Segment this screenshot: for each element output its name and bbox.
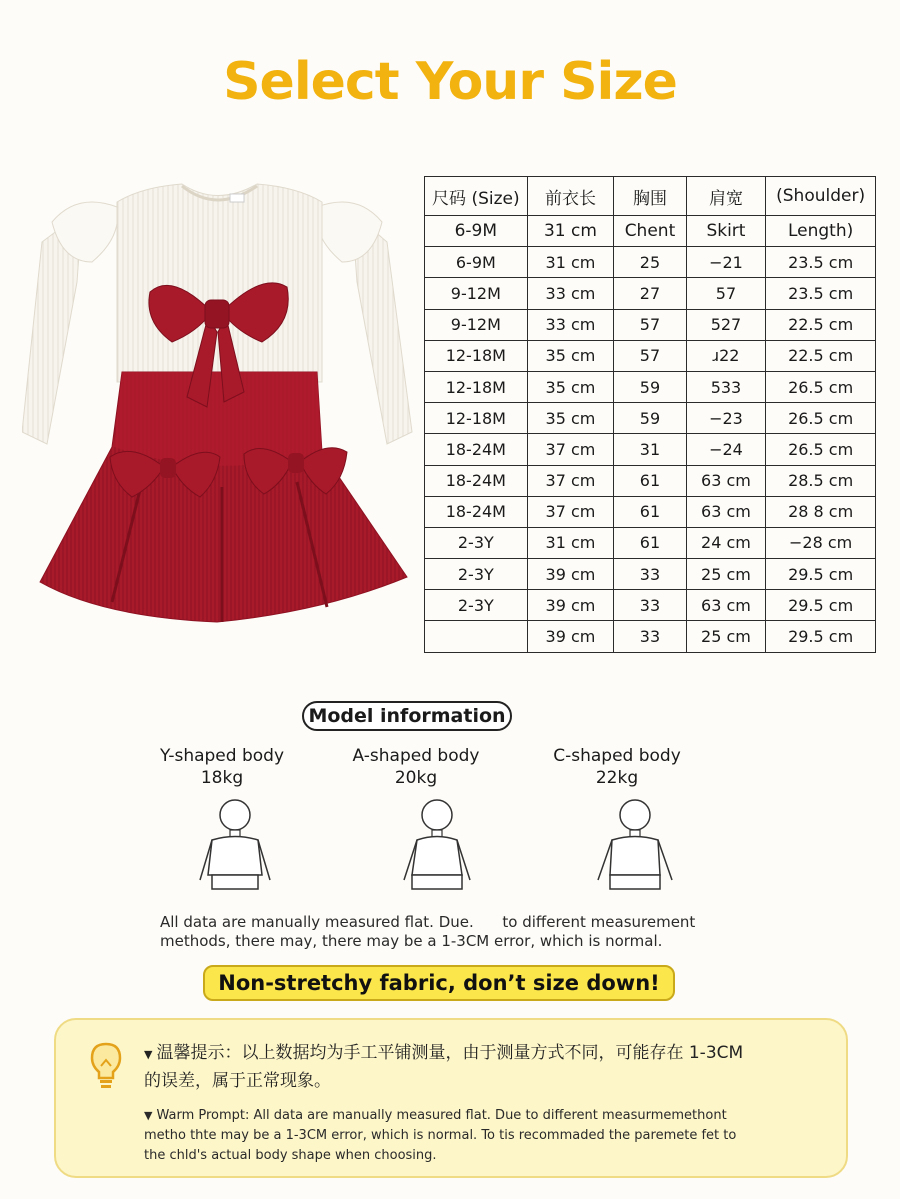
- table-cell: 12-18M: [425, 371, 528, 402]
- table-cell: −23: [686, 403, 766, 434]
- table-cell: 63 cm: [686, 496, 766, 527]
- size-table: [424, 176, 876, 653]
- table-cell: 533: [686, 371, 766, 402]
- note-line: methods, there may, there may be a 1-3CM error, which is normal.: [160, 932, 663, 950]
- table-cell: 63 cm: [686, 465, 766, 496]
- table-row: [425, 247, 876, 278]
- table-cell: 31: [614, 434, 686, 465]
- table-cell: 57: [686, 278, 766, 309]
- table-row: [425, 340, 876, 371]
- table-cell: 35 cm: [527, 340, 614, 371]
- table-cell: 9-12M: [425, 309, 528, 340]
- table-cell: 527: [686, 309, 766, 340]
- table-cell: 33 cm: [527, 309, 614, 340]
- table-cell: 35 cm: [527, 371, 614, 402]
- table-cell: 37 cm: [527, 496, 614, 527]
- child-figure-icon: [590, 795, 680, 895]
- body-type-weight: 20kg: [394, 768, 438, 788]
- table-row: [425, 590, 876, 621]
- table-cell: ɹ22: [686, 340, 766, 371]
- table-cell: 29.5 cm: [766, 559, 876, 590]
- table-cell: 31 cm: [527, 247, 614, 278]
- table-cell: 59: [614, 403, 686, 434]
- table-row: [425, 309, 876, 340]
- prompt-chinese: [144, 1040, 834, 1094]
- table-cell: −28 cm: [766, 527, 876, 558]
- subheader-cell: Length): [766, 216, 876, 247]
- body-type-weight: 22kg: [595, 768, 639, 788]
- table-cell: 57: [614, 340, 686, 371]
- body-type-a: [316, 745, 516, 789]
- prompt-en-line: the chld's actual body shape when choosing.: [144, 1148, 437, 1163]
- table-cell: 22.5 cm: [766, 309, 876, 340]
- lightbulb-icon: [86, 1040, 126, 1090]
- fabric-warning-banner: Non-stretchy fabric, don’t size down!: [203, 965, 675, 1001]
- table-cell: 29.5 cm: [766, 590, 876, 621]
- table-row: [425, 371, 876, 402]
- table-cell: 33 cm: [527, 278, 614, 309]
- body-type-c: [517, 745, 717, 789]
- table-cell: [425, 621, 528, 652]
- table-header-row: [425, 177, 876, 216]
- table-cell: 2-3Y: [425, 590, 528, 621]
- body-type-name: A-shaped body: [352, 746, 480, 766]
- table-row: [425, 559, 876, 590]
- table-cell: 37 cm: [527, 434, 614, 465]
- table-cell: 25 cm: [686, 621, 766, 652]
- table-cell: 28 8 cm: [766, 496, 876, 527]
- table-row: [425, 403, 876, 434]
- table-cell: 33: [614, 621, 686, 652]
- table-cell: 63 cm: [686, 590, 766, 621]
- table-cell: 26.5 cm: [766, 403, 876, 434]
- header-cell: 前衣长: [527, 177, 614, 216]
- bullet-icon: ▼: [144, 1109, 153, 1122]
- child-figure-icon: [392, 795, 482, 895]
- table-cell: 12-18M: [425, 403, 528, 434]
- prompt-english: [144, 1106, 834, 1166]
- table-cell: 25: [614, 247, 686, 278]
- table-cell: 28.5 cm: [766, 465, 876, 496]
- table-cell: 39 cm: [527, 590, 614, 621]
- table-cell: 18-24M: [425, 434, 528, 465]
- table-cell: 2-3Y: [425, 559, 528, 590]
- table-cell: 27: [614, 278, 686, 309]
- table-cell: 39 cm: [527, 621, 614, 652]
- body-type-weight: 18kg: [200, 768, 244, 788]
- child-figure-icon: [190, 795, 280, 895]
- table-cell: 61: [614, 465, 686, 496]
- table-cell: 24 cm: [686, 527, 766, 558]
- prompt-en-line: metho thte may be a 1-3CM error, which is normal. To tis recommaded the paremete fet to: [144, 1128, 737, 1143]
- table-cell: 2-3Y: [425, 527, 528, 558]
- page-title: Select Your Size: [223, 52, 677, 112]
- table-cell: 25 cm: [686, 559, 766, 590]
- table-cell: 9-12M: [425, 278, 528, 309]
- table-cell: 18-24M: [425, 496, 528, 527]
- table-cell: 61: [614, 496, 686, 527]
- table-cell: 29.5 cm: [766, 621, 876, 652]
- table-row: [425, 465, 876, 496]
- table-cell: 35 cm: [527, 403, 614, 434]
- table-cell: 59: [614, 371, 686, 402]
- table-row: [425, 621, 876, 652]
- table-row: [425, 496, 876, 527]
- body-type-y: [122, 745, 322, 789]
- prompt-en-line: Warm Prompt: All data are manually measured flat. Due to different measurmemethont: [156, 1108, 727, 1123]
- table-cell: 12-18M: [425, 340, 528, 371]
- outfit-image: [22, 182, 417, 632]
- table-subheader-row: [425, 216, 876, 247]
- note-line: All data are manually measured flat. Due. to different measurement: [160, 913, 696, 931]
- prompt-cn-line: 温馨提示：以上数据均为手工平铺测量，由于测量方式不同，可能存在 1-3CM: [156, 1043, 744, 1063]
- header-cell: (Shoulder): [766, 177, 876, 216]
- table-row: [425, 527, 876, 558]
- table-cell: 33: [614, 590, 686, 621]
- table-cell: 39 cm: [527, 559, 614, 590]
- table-cell: 23.5 cm: [766, 278, 876, 309]
- table-cell: 57: [614, 309, 686, 340]
- size-rows: [425, 247, 876, 652]
- warm-prompt-box: [54, 1018, 848, 1178]
- body-type-name: Y-shaped body: [159, 746, 285, 766]
- subheader-cell: Chent: [614, 216, 686, 247]
- table-cell: −21: [686, 247, 766, 278]
- table-cell: −24: [686, 434, 766, 465]
- table-row: [425, 278, 876, 309]
- subheader-cell: Skirt: [686, 216, 766, 247]
- measurement-note: [160, 913, 760, 951]
- table-cell: 6-9M: [425, 247, 528, 278]
- table-cell: 61: [614, 527, 686, 558]
- table-cell: 31 cm: [527, 527, 614, 558]
- model-information-label: Model information: [302, 701, 512, 731]
- prompt-cn-line: 的误差，属于正常现象。: [144, 1071, 331, 1091]
- header-cell: 尺码 (Size): [425, 177, 528, 216]
- table-cell: 26.5 cm: [766, 434, 876, 465]
- body-type-name: C-shaped body: [553, 746, 681, 766]
- header-cell: 肩宽: [686, 177, 766, 216]
- table-cell: 33: [614, 559, 686, 590]
- subheader-cell: 6-9M: [425, 216, 528, 247]
- bullet-icon: ▼: [144, 1048, 153, 1061]
- table-cell: 26.5 cm: [766, 371, 876, 402]
- table-cell: 18-24M: [425, 465, 528, 496]
- subheader-cell: 31 cm: [527, 216, 614, 247]
- table-cell: 37 cm: [527, 465, 614, 496]
- table-cell: 22.5 cm: [766, 340, 876, 371]
- table-row: [425, 434, 876, 465]
- header-cell: 胸围: [614, 177, 686, 216]
- table-cell: 23.5 cm: [766, 247, 876, 278]
